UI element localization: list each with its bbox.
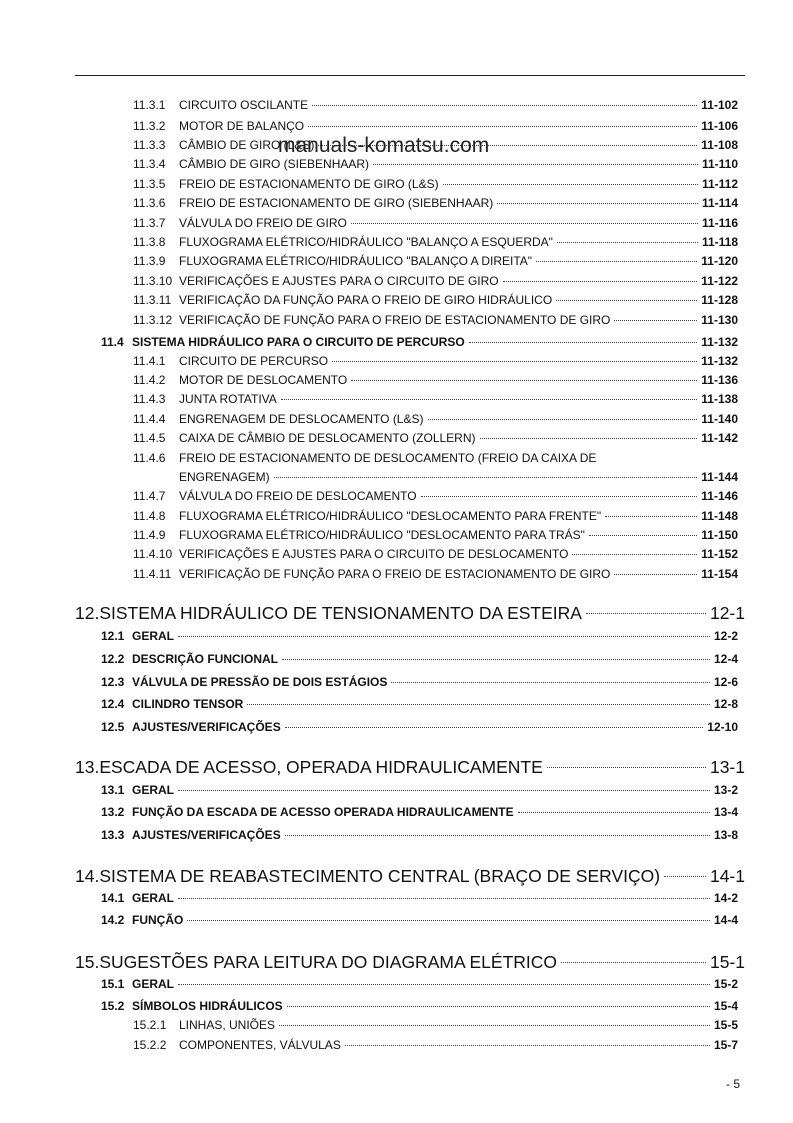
entry-page: 11-148 [701,509,738,523]
dot-leader [469,342,698,343]
dot-leader [282,659,710,660]
toc-entry[interactable] [75,950,745,974]
toc-entry[interactable] [133,96,738,114]
entry-title: JUNTA ROTATIVA [179,392,277,406]
entry-page: 12-1 [709,603,745,623]
toc-entry[interactable] [133,311,738,329]
dot-leader [614,574,697,575]
entry-title: SISTEMA DE REABASTECIMENTO CENTRAL (BRAÇO DE SERVIÇO) [99,866,661,886]
toc-entry[interactable] [101,333,738,351]
entry-title: CAIXA DE CÂMBIO DE DESLOCAMENTO (ZOLLERN) [179,431,476,445]
dot-leader [178,898,710,899]
entry-title: AJUSTES/VERIFICAÇÕES [132,720,281,734]
entry-number: 11.4.2 [133,373,166,387]
entry-number: 13. [75,757,100,777]
toc-entry[interactable] [133,507,738,525]
entry-title: CÂMBIO DE GIRO (L&S) [179,138,315,152]
toc-entry[interactable] [101,889,738,907]
entry-page: 11-110 [701,157,738,171]
entry-page: 14-2 [713,891,738,905]
toc-entry[interactable] [101,695,738,713]
toc-entry[interactable] [133,291,738,309]
entry-title: SISTEMA HIDRÁULICO PARA O CIRCUITO DE PERCURSO [132,335,465,349]
toc-entry[interactable] [133,352,738,370]
entry-page: 11-138 [701,392,738,406]
toc-entry[interactable] [133,252,738,270]
toc-entry[interactable] [133,371,738,389]
page-number: - 5 [726,1077,741,1091]
entry-number: 11.3.4 [133,157,166,171]
entry-title: SÍMBOLOS HIDRÁULICOS [132,999,283,1013]
toc-entry[interactable] [133,214,738,232]
entry-page: 15-1 [709,952,745,972]
entry-title: SUGESTÕES PARA LEITURA DO DIAGRAMA ELÉTRICO [99,952,558,972]
entry-title: VÁLVULA DO FREIO DE GIRO [179,216,347,230]
toc-entry[interactable] [133,526,738,544]
dot-leader [285,835,710,836]
toc-entry[interactable] [75,755,745,779]
entry-page: 11-152 [701,547,738,561]
entry-number: 13.2 [101,805,125,819]
entry-number: 12.5 [101,720,125,734]
watermark: manuals-komatsu.com [278,134,490,157]
dot-leader [497,203,698,204]
entry-title-continuation: ENGRENAGEM) [179,470,270,484]
entry-page: 11-132 [701,354,738,368]
entry-title: FUNÇÃO DA ESCADA DE ACESSO OPERADA HIDRAULICAMENTE [132,805,514,819]
toc-entry[interactable] [75,601,745,625]
toc-entry[interactable] [133,1016,738,1034]
toc-entry[interactable] [133,272,738,290]
entry-number: 15. [75,952,100,972]
entry-number: 12.2 [101,652,125,666]
dot-leader [589,535,697,536]
entry-page: 11-118 [701,235,738,249]
entry-number: 11.4.3 [133,392,166,406]
entry-number: 11.4 [101,335,124,349]
dot-leader [247,704,710,705]
entry-page: 11-116 [701,216,738,230]
entry-title: VERIFICAÇÃO DE FUNÇÃO PARA O FREIO DE ESTACIONAMENTO DE GIRO [179,313,611,327]
dot-leader [480,438,698,439]
entry-number: 11.4.8 [133,509,166,523]
entry-page: 11-146 [701,489,738,503]
entry-number: 15.2.1 [133,1018,167,1032]
toc-entry[interactable] [133,468,738,486]
entry-number: 15.2.2 [133,1038,167,1052]
entry-title: FREIO DE ESTACIONAMENTO DE GIRO (SIEBENHAAR) [179,196,494,210]
dot-leader [503,281,698,282]
toc-entry[interactable] [101,718,738,736]
entry-title[interactable]: FREIO DE ESTACIONAMENTO DE DESLOCAMENTO (FREIO DA CAIXA DE [179,451,597,465]
entry-page: 11-108 [701,138,738,152]
entry-title: VERIFICAÇÃO DA FUNÇÃO PARA O FREIO DE GIRO HIDRÁULICO [179,293,553,307]
entry-title: FLUXOGRAMA ELÉTRICO/HIDRÁULICO "BALANÇO A ESQUERDA" [179,235,553,249]
entry-title: LINHAS, UNIÕES [179,1018,276,1032]
entry-title: FUNÇÃO [132,913,184,927]
entry-number: 11.3.3 [133,138,166,152]
dot-leader [443,184,698,185]
toc-entry[interactable] [101,673,738,691]
entry-page: 11-154 [701,567,738,581]
entry-title: VÁLVULA DO FREIO DE DESLOCAMENTO [179,489,417,503]
entry-number: 11.4.4 [133,412,166,426]
dot-leader [373,164,698,165]
entry-title: GERAL [132,783,174,797]
entry-title: ESCADA DE ACESSO, OPERADA HIDRAULICAMENTE [99,757,543,777]
entry-page: 11-120 [701,254,738,268]
entry-number: 15.2 [101,999,125,1013]
entry-title: FLUXOGRAMA ELÉTRICO/HIDRÁULICO "DESLOCAMENTO PARA TRÁS" [179,528,585,542]
toc-entry[interactable] [133,429,738,447]
entry-title: VERIFICAÇÕES E AJUSTES PARA O CIRCUITO DE GIRO [179,274,499,288]
dot-leader [605,516,697,517]
entry-number: 11.3.8 [133,235,166,249]
entry-number: 11.3.11 [133,293,172,307]
entry-page: 13-4 [713,805,738,819]
dot-leader [351,223,698,224]
toc-entry[interactable] [133,194,738,212]
toc-entry[interactable] [133,545,738,563]
dot-leader [287,1006,710,1007]
entry-title: VERIFICAÇÕES E AJUSTES PARA O CIRCUITO DE DESLOCAMENTO [179,547,569,561]
toc-entry[interactable] [101,650,738,668]
entry-number: 11.4.1 [133,354,166,368]
dot-leader [312,105,697,106]
entry-title: ENGRENAGEM DE DESLOCAMENTO (L&S) [179,412,424,426]
entry-title: GERAL [132,977,174,991]
entry-number: 14.1 [101,891,125,905]
toc-entry[interactable] [101,803,738,821]
entry-page: 11-114 [701,196,738,210]
entry-number: 13.1 [101,783,125,797]
entry-number: 14. [75,866,100,886]
entry-page: 12-6 [713,675,738,689]
entry-title: SISTEMA HIDRÁULICO DE TENSIONAMENTO DA ESTEIRA [99,603,582,623]
entry-title: FLUXOGRAMA ELÉTRICO/HIDRÁULICO "BALANÇO A DIREITA" [179,254,533,268]
entry-page: 12-8 [713,697,738,711]
entry-page: 15-4 [713,999,738,1013]
dot-leader [281,399,698,400]
dot-leader [586,613,706,614]
dot-leader [187,920,710,921]
entry-number: 11.3.9 [133,254,166,268]
toc-entry[interactable] [133,175,738,193]
dot-leader [614,320,697,321]
dot-leader [391,682,710,683]
entry-number: 11.4.6 [133,451,166,465]
dot-leader [332,361,697,362]
entry-number: 11.3.5 [133,177,166,191]
entry-page: 11-144 [701,470,738,484]
entry-page: 13-1 [709,757,745,777]
entry-page: 13-8 [713,828,738,842]
toc-entry[interactable] [75,864,745,888]
toc-entry[interactable] [133,117,738,135]
entry-title: GERAL [132,629,174,643]
entry-title: CÂMBIO DE GIRO (SIEBENHAAR) [179,157,370,171]
entry-page: 12-10 [707,720,738,734]
entry-page: 14-1 [709,866,745,886]
dot-leader [557,242,698,243]
entry-number: 11.3.12 [133,313,173,327]
toc-entry[interactable] [101,627,738,645]
entry-number: 11.4.10 [133,547,173,561]
entry-page: 11-128 [701,293,738,307]
entry-page: 15-2 [713,977,738,991]
dot-leader [572,554,697,555]
entry-title: DESCRIÇÃO FUNCIONAL [132,652,278,666]
entry-number: 11.3.6 [133,196,166,210]
entry-number: 11.3.10 [133,274,173,288]
dot-leader [421,496,698,497]
entry-page: 11-142 [701,431,738,445]
entry-title: COMPONENTES, VÁLVULAS [179,1038,341,1052]
dot-leader [279,1025,710,1026]
toc-entry[interactable] [133,410,738,428]
entry-page: 11-140 [701,412,738,426]
dot-leader [178,984,710,985]
entry-number: 11.4.5 [133,431,166,445]
entry-title: MOTOR DE BALANÇO [179,119,305,133]
entry-page: 13-2 [713,783,738,797]
entry-page: 11-106 [701,119,738,133]
entry-number: 11.4.7 [133,489,166,503]
entry-page: 11-136 [701,373,738,387]
entry-title: VERIFICAÇÃO DE FUNÇÃO PARA O FREIO DE ESTACIONAMENTO DE GIRO [179,567,611,581]
toc-entry[interactable] [101,781,738,799]
entry-number: 12.4 [101,697,125,711]
dot-leader [308,126,697,127]
dot-leader [285,727,704,728]
entry-number: 11.3.1 [133,98,166,112]
entry-title: GERAL [132,891,174,905]
entry-number: 12.3 [101,675,125,689]
entry-number: 14.2 [101,913,125,927]
entry-page: 11-132 [701,335,738,349]
toc-entry[interactable] [101,997,738,1015]
entry-number: 11.4.9 [133,528,166,542]
entry-title: FLUXOGRAMA ELÉTRICO/HIDRÁULICO "DESLOCAMENTO PARA FRENTE" [179,509,602,523]
dot-leader [274,477,698,478]
entry-title: CIRCUITO OSCILANTE [179,98,309,112]
dot-leader [345,1045,710,1046]
entry-number: 12. [75,603,100,623]
toc-entry[interactable] [101,975,738,993]
entry-page: 11-130 [701,313,738,327]
entry-number: 15.1 [101,977,125,991]
entry-page: 11-112 [701,177,738,191]
dot-leader [664,876,706,877]
entry-page: 11-122 [701,274,738,288]
entry-page: 15-7 [713,1038,738,1052]
entry-page: 12-2 [713,629,738,643]
dot-leader [178,636,710,637]
entry-number: 11.3.2 [133,119,166,133]
dot-leader [428,419,698,420]
header-rule [75,75,745,76]
toc-entry[interactable] [101,911,738,929]
entry-page: 11-102 [701,98,738,112]
toc-entry[interactable] [133,390,738,408]
dot-leader [561,962,706,963]
toc-entry[interactable] [133,1036,738,1054]
entry-title: FREIO DE ESTACIONAMENTO DE GIRO (L&S) [179,177,439,191]
entry-number: 11.4.11 [133,567,172,581]
entry-title: CILINDRO TENSOR [132,697,244,711]
entry-number: 12.1 [101,629,125,643]
entry-title: AJUSTES/VERIFICAÇÕES [132,828,281,842]
toc-entry[interactable] [133,565,738,583]
entry-page: 15-5 [713,1018,738,1032]
entry-number: 13.3 [101,828,125,842]
entry-page: 12-4 [713,652,738,666]
entry-title: CIRCUITO DE PERCURSO [179,354,329,368]
dot-leader [178,790,710,791]
entry-page: 11-150 [701,528,738,542]
dot-leader [547,767,706,768]
dot-leader [556,300,697,301]
toc-entry[interactable] [133,487,738,505]
dot-leader [536,261,697,262]
entry-number: 11.3.7 [133,216,166,230]
entry-page: 14-4 [713,913,738,927]
dot-leader [351,380,697,381]
toc-entry[interactable] [101,826,738,844]
entry-title: VÁLVULA DE PRESSÃO DE DOIS ESTÁGIOS [132,675,388,689]
dot-leader [518,812,710,813]
toc-entry[interactable] [133,233,738,251]
entry-title: MOTOR DE DESLOCAMENTO [179,373,348,387]
